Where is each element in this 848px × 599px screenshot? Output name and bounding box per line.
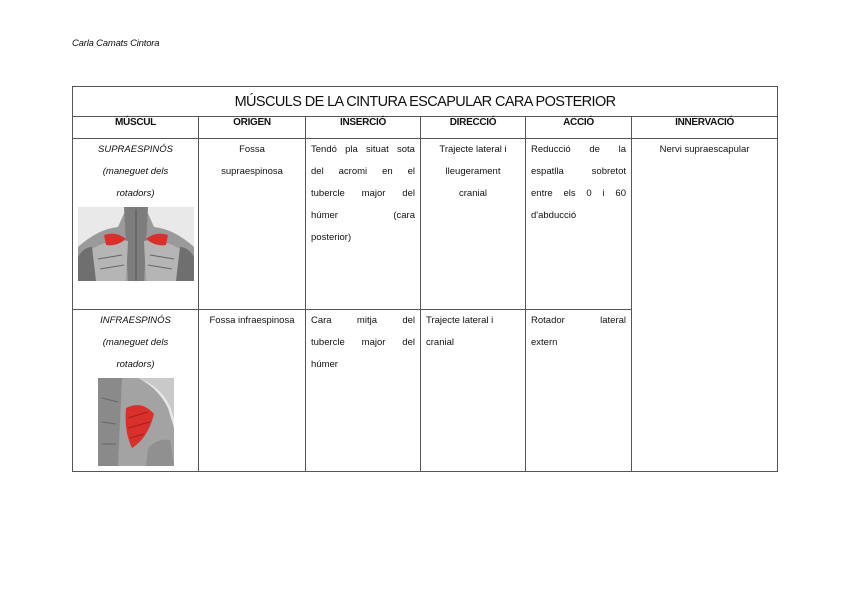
action-line: d'abducció <box>531 210 577 221</box>
insertion-line: Tendó pla situat sota <box>311 144 415 155</box>
insertion-line: tubercle major del <box>311 188 415 199</box>
muscle-name: INFRAESPINÓS <box>100 315 171 326</box>
table-row <box>73 139 778 310</box>
insertion-line: húmer (cara <box>311 210 415 221</box>
muscle-alias: rotadors) <box>116 359 155 370</box>
table-title: MÚSCULS DE LA CINTURA ESCAPULAR CARA POSTERIOR <box>73 87 778 117</box>
header-origin: ORIGEN <box>199 117 306 139</box>
header-action: ACCIÓ <box>526 117 632 139</box>
muscle-cell <box>73 310 199 472</box>
origin-line: Fossa <box>239 144 265 155</box>
header-direction: DIRECCIÓ <box>421 117 526 139</box>
action-line: entre els 0 i 60 <box>531 188 626 199</box>
action-cell <box>526 310 632 472</box>
muscle-alias: (maneguet dels <box>102 166 169 177</box>
origin-cell <box>199 310 306 472</box>
header-innervation: INNERVACIÓ <box>632 117 778 139</box>
action-line: Rotador lateral <box>531 315 626 326</box>
action-line: Reducció de la <box>531 144 626 155</box>
insertion-cell <box>306 310 421 472</box>
origin-line: Fossa infraespinosa <box>209 315 295 326</box>
header-muscle: MÚSCUL <box>73 117 199 139</box>
muscle-cell <box>73 139 199 310</box>
direction-line: Trajecte lateral i <box>439 144 507 155</box>
action-line: espatlla sobretot <box>531 166 626 177</box>
insertion-line: húmer <box>311 359 338 370</box>
insertion-line: tubercle major del <box>311 337 415 348</box>
action-line: extern <box>531 337 558 348</box>
direction-line: cranial <box>459 188 487 199</box>
muscles-table <box>72 86 778 472</box>
insertion-line: del acromi en el <box>311 166 415 177</box>
innervation-cell <box>632 139 778 472</box>
insertion-cell <box>306 139 421 310</box>
muscle-name: SUPRAESPINÓS <box>98 144 173 155</box>
shoulder-muscle-image <box>98 378 174 466</box>
direction-line: Trajecte lateral i cranial <box>426 315 494 348</box>
muscle-alias: rotadors) <box>116 188 155 199</box>
back-muscles-image <box>78 207 194 281</box>
muscle-alias: (maneguet dels <box>102 337 169 348</box>
direction-line: lleugerament <box>445 166 501 177</box>
header-row <box>73 117 778 139</box>
innervation-text: Nervi supraescapular <box>659 144 750 155</box>
insertion-line: Cara mitja del <box>311 315 415 326</box>
insertion-line: posterior) <box>311 232 352 243</box>
origin-line: supraespinosa <box>221 166 283 177</box>
header-insertion: INSERCIÓ <box>306 117 421 139</box>
direction-cell <box>421 139 526 310</box>
action-cell <box>526 139 632 310</box>
direction-cell <box>421 310 526 472</box>
author-name: Carla Camats Cintora <box>72 38 160 49</box>
origin-cell <box>199 139 306 310</box>
